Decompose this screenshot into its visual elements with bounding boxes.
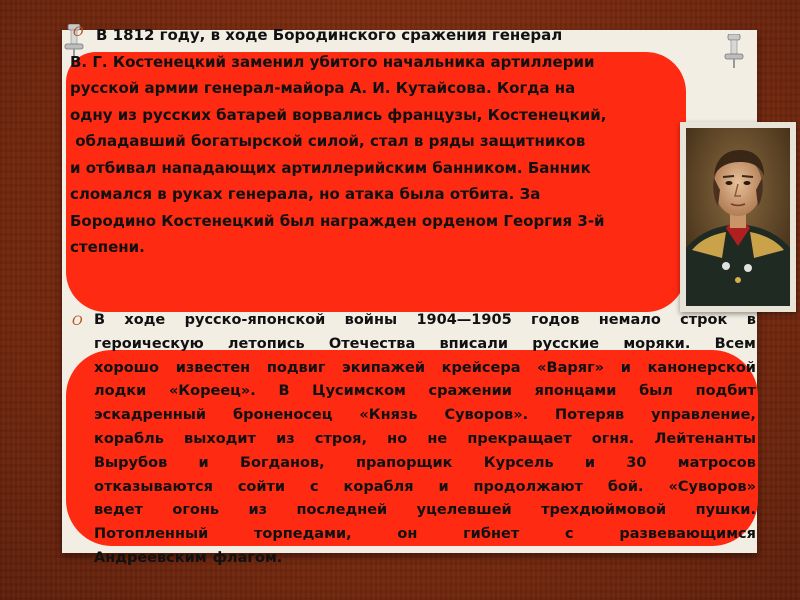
text-line: Бородино Костенецкий был награжден орденом Георгия 3-й — [70, 211, 605, 230]
text-line — [94, 309, 756, 333]
text-line — [94, 404, 756, 428]
word: сойти — [237, 478, 286, 495]
text-line: сломался в руках генерала, но атака была отбита. За — [70, 185, 541, 203]
word: пушки. — [695, 502, 756, 519]
word: Отечества — [328, 335, 416, 352]
word: прекращает — [467, 430, 572, 447]
text-line — [94, 357, 756, 381]
word: огня. — [591, 430, 635, 447]
word: и — [438, 478, 449, 495]
word: и — [620, 359, 631, 376]
word: японцами — [534, 383, 617, 400]
word: флагом. — [212, 549, 283, 566]
word: торпедами, — [254, 526, 352, 543]
word: строя, — [314, 430, 368, 447]
word: Потеряв — [555, 407, 625, 424]
word: развевающимся — [619, 526, 756, 543]
word: строк — [680, 312, 728, 328]
word: уцелевшей — [416, 502, 512, 519]
word: из — [276, 430, 295, 447]
word: бой. — [607, 478, 644, 495]
word: подвиг — [266, 359, 326, 376]
word: но — [387, 430, 408, 447]
word: и — [584, 454, 596, 471]
word: Суворов». — [444, 407, 529, 424]
word: годов — [531, 312, 580, 328]
word: экипажей — [342, 359, 425, 376]
text-line: В 1812 году, в ходе Бородинского сражения генерал — [96, 26, 563, 44]
word: «Варяг» — [537, 359, 605, 376]
word: гибнет — [463, 526, 520, 543]
text-line — [94, 452, 756, 476]
text-line: В. Г. Костенецкий заменил убитого начальника артиллерии — [70, 52, 595, 71]
word: 1904—1905 — [416, 312, 512, 328]
word: канонерской — [647, 359, 756, 376]
word: немало — [598, 312, 661, 328]
word: русские — [532, 335, 600, 352]
word: последней — [296, 502, 388, 519]
bullet-icon: O — [72, 314, 83, 329]
word: Курсель — [483, 454, 554, 471]
word: корабля — [343, 478, 414, 495]
text-line: степени. — [70, 238, 145, 256]
word: 30 — [626, 454, 647, 471]
general-portrait — [680, 122, 796, 312]
word: «Кореец». — [168, 383, 256, 400]
word: с — [310, 478, 319, 495]
word: «Князь — [359, 407, 418, 424]
word: Богданов, — [239, 454, 325, 471]
word: героическую — [94, 335, 204, 352]
word: управление, — [651, 407, 756, 424]
word: отказываются — [94, 478, 213, 495]
word: летопись — [227, 335, 305, 352]
portrait-image — [686, 128, 790, 306]
word: выходит — [184, 430, 256, 447]
word: продолжают — [473, 478, 583, 495]
word: моряки. — [623, 335, 691, 352]
word: Лейтенанты — [654, 430, 756, 447]
word: вписали — [439, 335, 508, 352]
word: ходе — [124, 312, 166, 328]
word: эскадренный — [94, 407, 207, 424]
word: с — [564, 526, 574, 543]
word: сражении — [428, 383, 512, 400]
text-line — [94, 523, 756, 547]
word: русско-японской — [184, 312, 326, 328]
text-line — [94, 428, 756, 452]
word: Потопленный — [94, 526, 209, 543]
bullet-icon: O — [73, 25, 84, 40]
paragraph-borodino — [70, 22, 680, 261]
word: корабль — [94, 430, 164, 447]
word: трехдюймовой — [541, 502, 667, 519]
pushpin-icon — [722, 34, 746, 70]
word: В — [278, 383, 290, 400]
word: известен — [175, 359, 251, 376]
word: не — [427, 430, 448, 447]
word: хорошо — [94, 359, 160, 376]
word: В — [94, 312, 106, 328]
word: в — [746, 312, 756, 328]
text-line — [94, 333, 756, 357]
paragraph-russo-japanese-war — [94, 309, 756, 571]
word: был — [639, 383, 673, 400]
word: подбит — [695, 383, 756, 400]
word: броненосец — [232, 407, 333, 424]
word: прапорщик — [355, 454, 453, 471]
word: и — [198, 454, 209, 471]
word: из — [248, 502, 268, 519]
word: Вырубов — [94, 454, 168, 471]
text-line: одну из русских батарей ворвались французы, Костенецкий, — [70, 105, 607, 124]
word: крейсера — [441, 359, 521, 376]
word: лодки — [94, 383, 147, 400]
text-line — [94, 380, 756, 404]
word: войны — [344, 312, 398, 328]
text-line: русской армии генерал-майора А. И. Кутайсова. Когда на — [70, 79, 576, 97]
text-line: и отбивал нападающих артиллерийским банником. Банник — [70, 158, 591, 177]
word: матросов — [677, 454, 756, 471]
word: «Суворов» — [668, 478, 756, 495]
word: Андреевским — [94, 549, 207, 566]
word: ведет — [94, 502, 143, 519]
word: огонь — [172, 502, 220, 519]
word: Всем — [714, 335, 756, 352]
text-line — [94, 476, 756, 500]
word: Цусимском — [312, 383, 406, 400]
text-line — [94, 547, 756, 571]
word: он — [397, 526, 418, 543]
text-line — [94, 499, 756, 523]
text-line: обладавший богатырской силой, стал в ряды защитников — [70, 132, 586, 150]
